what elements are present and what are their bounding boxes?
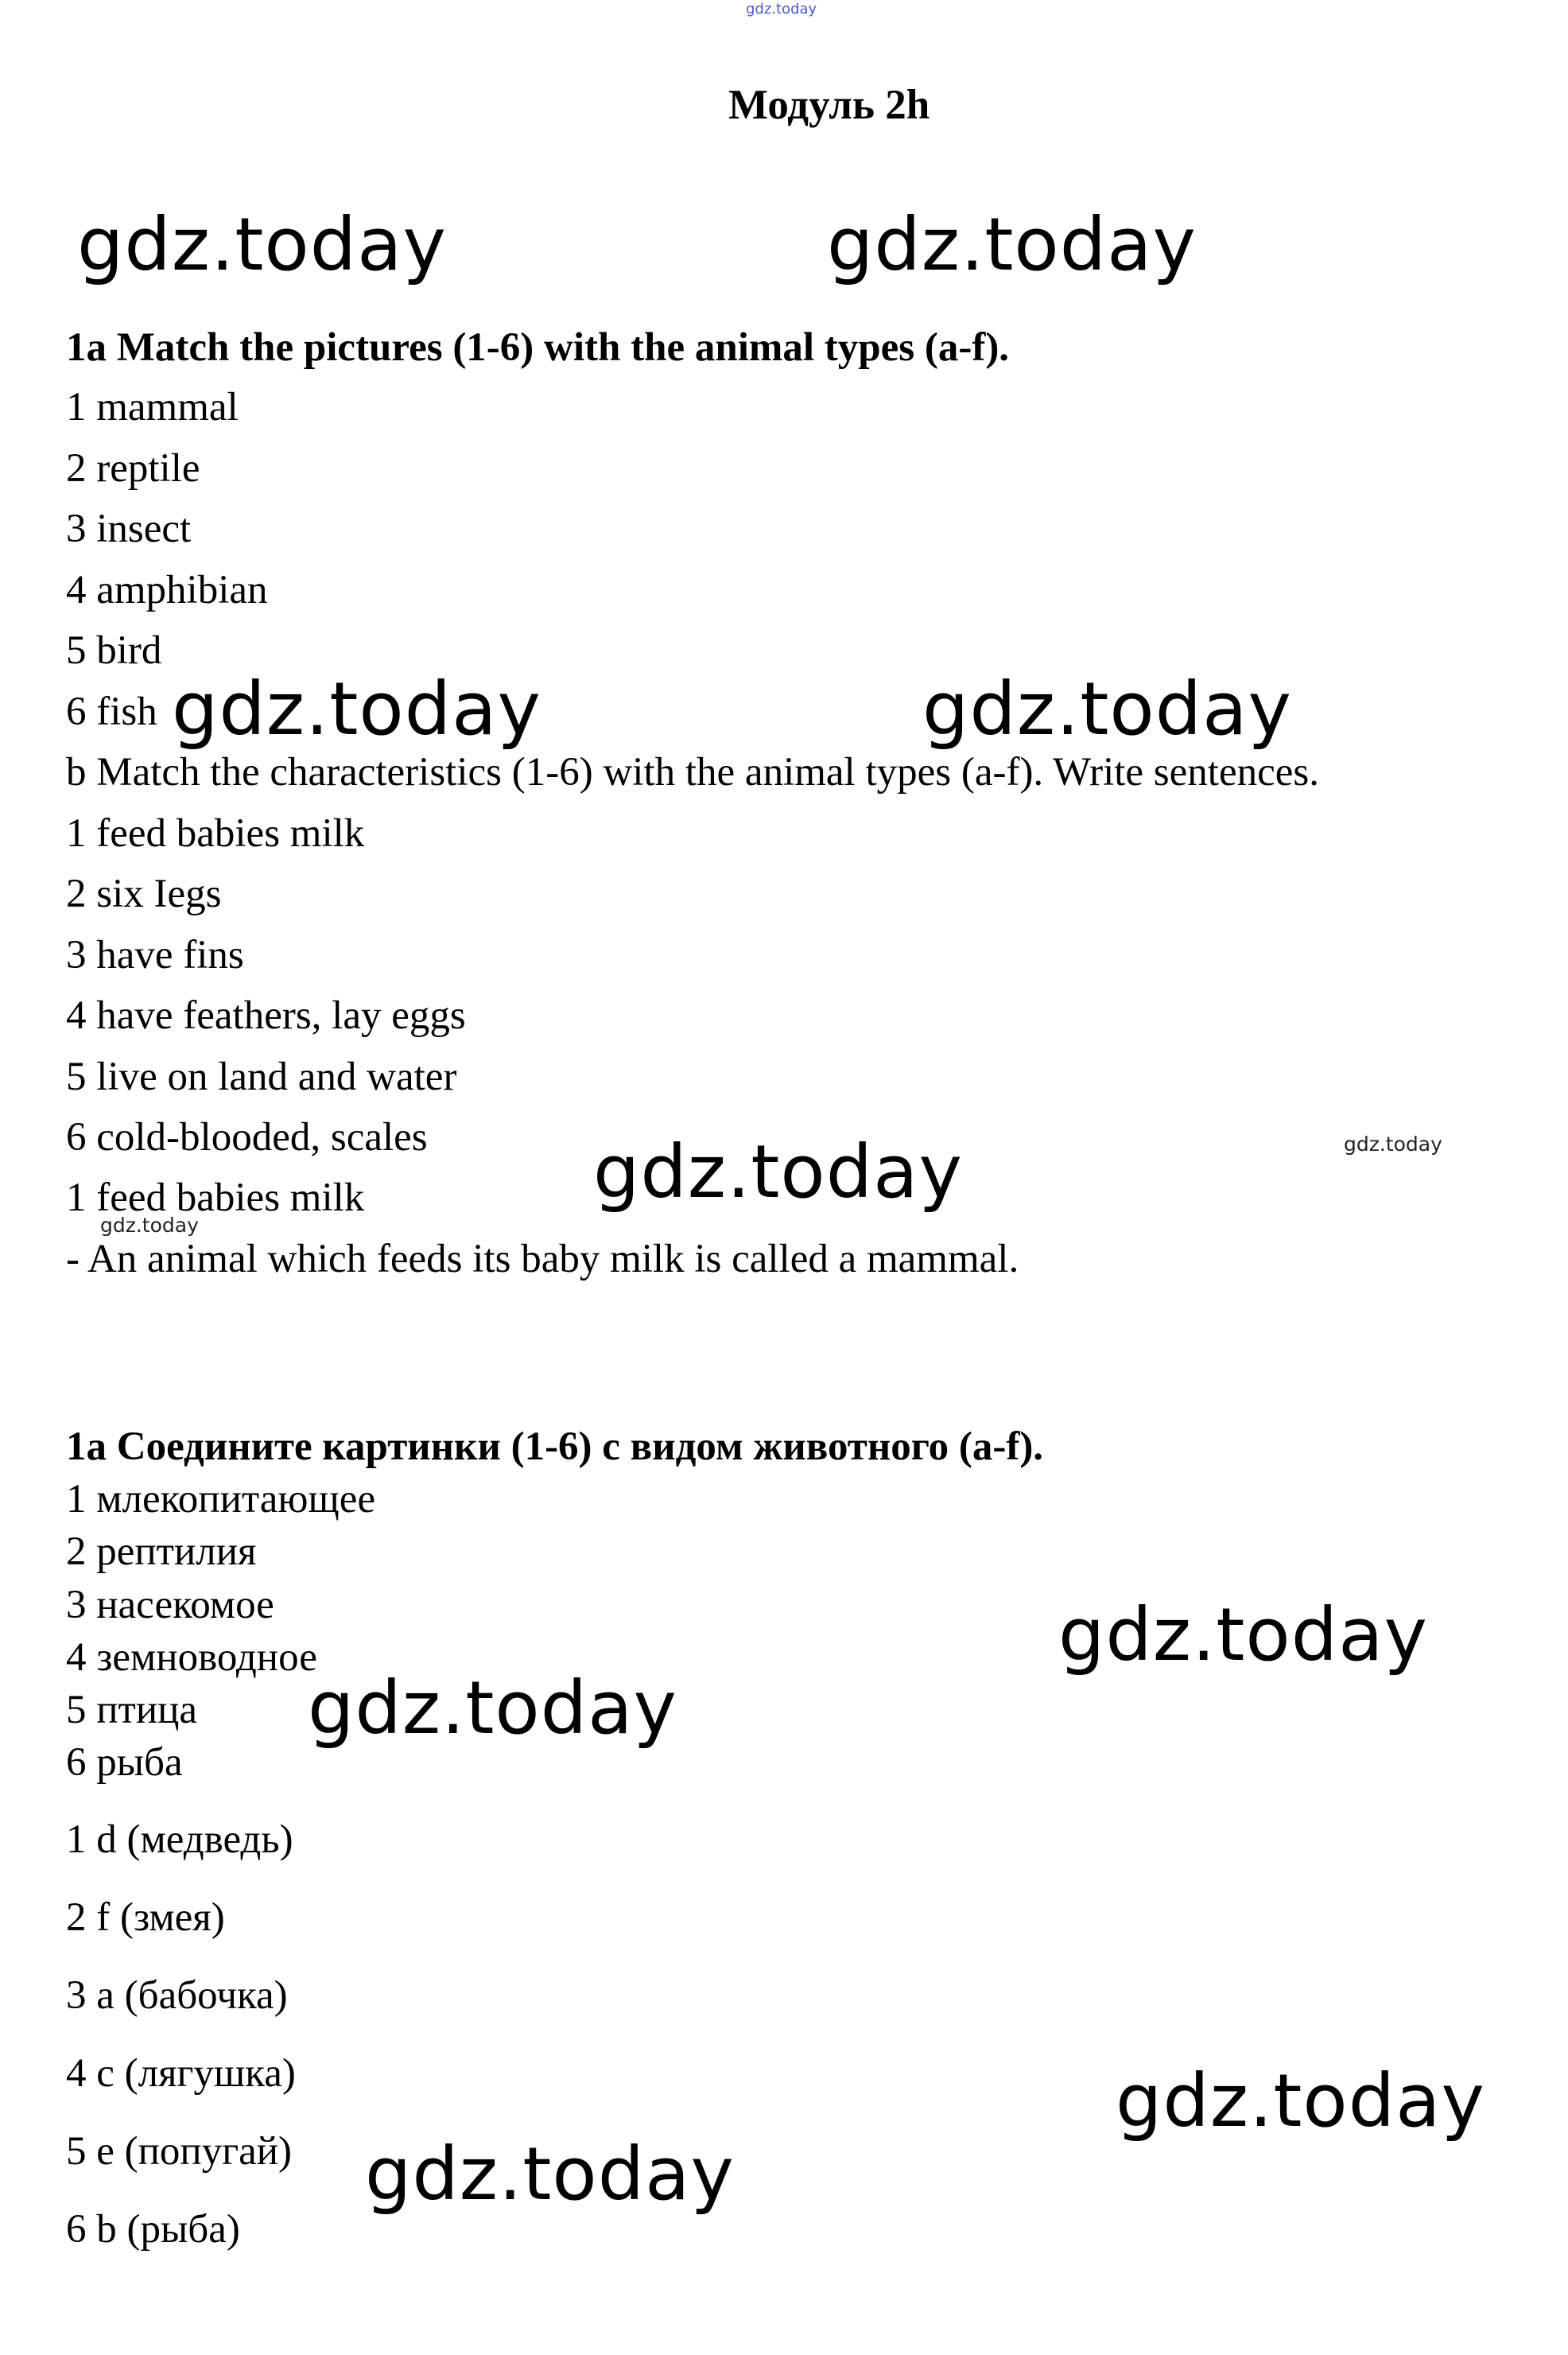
section2-item: 4 have feathers, lay eggs <box>66 993 466 1038</box>
page-title: Модуль 2h <box>728 82 930 128</box>
answer-item: 2 f (змея) <box>66 1895 225 1940</box>
section3-item: 6 рыба <box>66 1740 183 1785</box>
answer-item: 5 e (попугай) <box>66 2129 293 2174</box>
section3-item: 2 рептилия <box>66 1529 257 1574</box>
watermark: gdz.today <box>1116 2058 1485 2143</box>
section2-item: 1 feed babies milk <box>66 811 365 856</box>
section2-example-item: 1 feed babies milk <box>66 1176 365 1220</box>
answer-item: 1 d (медведь) <box>66 1817 293 1862</box>
section1-item: 5 bird <box>66 628 162 673</box>
watermark: gdz.today <box>365 2132 735 2217</box>
section3-heading: 1a Соедините картинки (1-6) с видом животного (a-f). <box>66 1424 1044 1469</box>
watermark: gdz.today <box>172 666 541 752</box>
section1-item: 4 amphibian <box>66 568 268 612</box>
section1-item: 3 insect <box>66 507 192 551</box>
section3-item: 3 насекомое <box>66 1583 274 1627</box>
section2-item: 2 six Iegs <box>66 872 222 916</box>
section3-item: 5 птица <box>66 1688 198 1732</box>
answer-item: 6 b (рыба) <box>66 2207 240 2252</box>
section1-heading: 1a Match the pictures (1-6) with the animal types (a-f). <box>66 325 1010 370</box>
section2-item: 5 live on land and water <box>66 1055 457 1099</box>
top-watermark: gdz.today <box>746 1 817 17</box>
answer-item: 3 a (бабочка) <box>66 1973 288 2018</box>
watermark: gdz.today <box>77 202 447 287</box>
section1-item: 2 reptile <box>66 446 200 491</box>
section2-heading: b Match the characteristics (1-6) with the animal types (a-f). Write sentences. <box>66 750 1319 795</box>
section3-item: 4 земноводное <box>66 1635 317 1680</box>
watermark: gdz.today <box>827 202 1197 287</box>
section2-example-answer: - An animal which feeds its baby milk is called a mammal. <box>66 1237 1019 1281</box>
watermark: gdz.today <box>593 1129 963 1214</box>
watermark: gdz.today <box>308 1665 677 1751</box>
section1-item: 1 mammal <box>66 385 239 429</box>
section1-item: 6 fish <box>66 690 157 734</box>
section2-item: 6 cold-blooded, scales <box>66 1115 428 1160</box>
section3-item: 1 млекопитающее <box>66 1477 376 1521</box>
answer-item: 4 c (лягушка) <box>66 2051 296 2096</box>
watermark: gdz.today <box>922 666 1292 752</box>
watermark-small: gdz.today <box>100 1214 199 1237</box>
section2-item: 3 have fins <box>66 933 244 977</box>
watermark-small: gdz.today <box>1344 1133 1442 1156</box>
watermark: gdz.today <box>1058 1592 1428 1677</box>
